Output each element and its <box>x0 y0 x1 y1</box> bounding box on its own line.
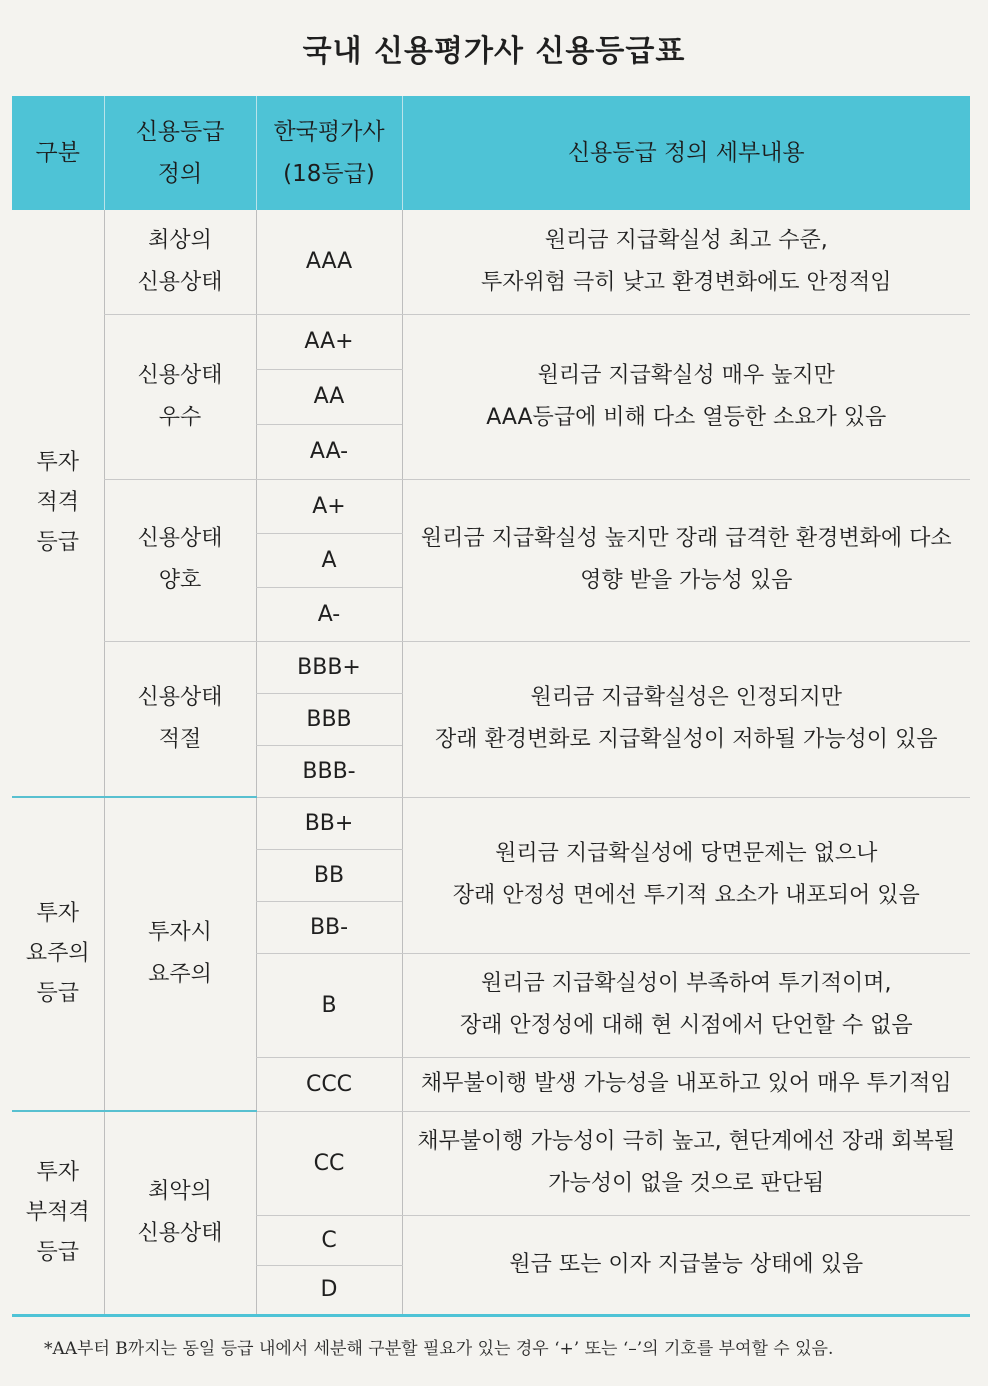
definition-worst: 최악의 신용상태 <box>104 1111 256 1315</box>
definition-good: 신용상태 양호 <box>104 479 256 641</box>
grade-cell: BB+ <box>256 797 402 849</box>
detail-cell: 채무불이행 가능성이 극히 높고, 현단계에선 장래 회복될 가능성이 없을 것으로 판단됨 <box>402 1111 970 1215</box>
grade-cell: A+ <box>256 479 402 533</box>
detail-cell: 원리금 지급확실성 매우 높지만 AAA등급에 비해 다소 열등한 소요가 있음 <box>402 314 970 479</box>
grade-cell: CC <box>256 1111 402 1215</box>
grade-cell: BBB- <box>256 745 402 797</box>
grade-cell: D <box>256 1265 402 1315</box>
grade-cell: AA <box>256 369 402 424</box>
grade-cell: A <box>256 533 402 587</box>
grade-cell: CCC <box>256 1057 402 1111</box>
definition-best: 최상의 신용상태 <box>104 210 256 314</box>
grade-cell: BB <box>256 849 402 901</box>
detail-cell: 채무불이행 발생 가능성을 내포하고 있어 매우 투기적임 <box>402 1057 970 1111</box>
table-header-row <box>12 96 970 210</box>
detail-cell: 원리금 지급확실성 최고 수준, 투자위험 극히 낮고 환경변화에도 안정적임 <box>402 210 970 314</box>
detail-cell: 원리금 지급확실성에 당면문제는 없으나 장래 안정성 면에선 투기적 요소가 내포되어 있음 <box>402 797 970 953</box>
header-category: 구분 <box>12 96 104 210</box>
definition-excellent: 신용상태 우수 <box>104 314 256 479</box>
grade-cell: BBB <box>256 693 402 745</box>
grade-cell: BB- <box>256 901 402 953</box>
table-row <box>12 1111 970 1215</box>
header-details: 신용등급 정의 세부내용 <box>402 96 970 210</box>
header-definition: 신용등급 정의 <box>104 96 256 210</box>
table-row <box>12 641 970 693</box>
footnote: *AA부터 B까지는 동일 등급 내에서 세분해 구분할 필요가 있는 경우 ‘+’ 또는 ‘–’의 기호를 부여할 수 있음. <box>44 1339 834 1359</box>
table-row <box>12 479 970 533</box>
table-row <box>12 210 970 314</box>
detail-cell: 원리금 지급확실성이 부족하여 투기적이며, 장래 안정성에 대해 현 시점에서 단언할 수 없음 <box>402 953 970 1057</box>
grade-cell: B <box>256 953 402 1057</box>
definition-adequate: 신용상태 적절 <box>104 641 256 797</box>
grade-cell: AA+ <box>256 314 402 369</box>
credit-grade-table <box>12 96 970 1317</box>
table-row <box>12 314 970 369</box>
definition-caution: 투자시 요주의 <box>104 797 256 1111</box>
grade-cell: AAA <box>256 210 402 314</box>
category-investment-grade: 투자 적격 등급 <box>12 210 104 797</box>
grade-cell: AA- <box>256 424 402 479</box>
table-row <box>12 797 970 849</box>
detail-cell: 원리금 지급확실성은 인정되지만 장래 환경변화로 지급확실성이 저하될 가능성이 있음 <box>402 641 970 797</box>
page-title: 국내 신용평가사 신용등급표 <box>302 34 686 69</box>
grade-cell: A- <box>256 587 402 641</box>
detail-cell: 원금 또는 이자 지급불능 상태에 있음 <box>402 1215 970 1315</box>
header-agency: 한국평가사 (18등급) <box>256 96 402 210</box>
category-caution-grade: 투자 요주의 등급 <box>12 797 104 1111</box>
grade-cell: BBB+ <box>256 641 402 693</box>
grade-cell: C <box>256 1215 402 1265</box>
detail-cell: 원리금 지급확실성 높지만 장래 급격한 환경변화에 다소 영향 받을 가능성 있음 <box>402 479 970 641</box>
category-non-investment-grade: 투자 부적격 등급 <box>12 1111 104 1315</box>
